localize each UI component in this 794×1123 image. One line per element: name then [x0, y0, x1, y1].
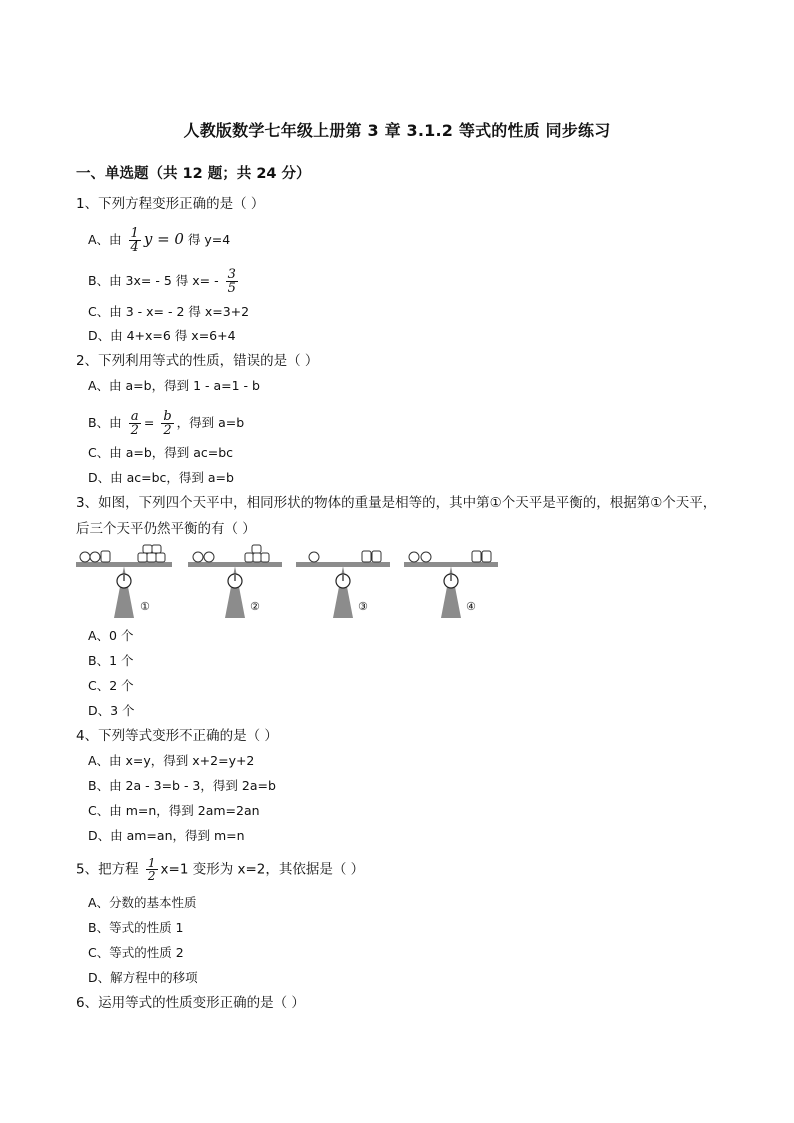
question-3-option-b: B、1 个: [88, 653, 134, 668]
question-3-option-a: A、0 个: [88, 628, 134, 643]
fraction: [129, 227, 141, 254]
question-3-stem: 3、如图，下列四个天平中，相同形状的物体的重量是相等的，其中第①个天平是平衡的，根据第①个天平，后三个天平仍然平衡的有（ ）: [76, 495, 717, 537]
question-4-option-b: B、由 2a - 3=b - 3，得到 2a=b: [88, 778, 276, 793]
fraction-numerator: a: [130, 409, 139, 424]
balance-scale-2: [188, 545, 282, 618]
fraction-denominator: 2: [130, 423, 139, 438]
question-4-option-c: C、由 m=n，得到 2am=2an: [88, 803, 260, 818]
question-3-option-c: C、2 个: [88, 678, 134, 693]
fraction-denominator: 2: [147, 869, 156, 883]
question-5-prefix: 5、把方程: [76, 861, 139, 878]
question-5-suffix: x=1 变形为 x=2，其依据是（ ）: [160, 861, 365, 878]
question-1-option-a: [88, 227, 230, 254]
fraction-denominator: 4: [130, 240, 139, 255]
question-2-option-a: A、由 a=b，得到 1 - a=1 - b: [88, 378, 260, 393]
fraction-numerator: 1: [130, 226, 139, 241]
fraction-numerator: b: [163, 409, 172, 424]
balance-scale-1: [76, 545, 172, 618]
question-5-option-a: A、分数的基本性质: [88, 895, 197, 910]
question-1-option-c: C、由 3 - x= - 2 得 x=3+2: [88, 304, 250, 319]
scale-label: ③: [358, 600, 368, 613]
scale-label: ②: [250, 600, 260, 613]
question-2-option-b: [88, 410, 244, 437]
balance-scales-figure: [74, 544, 504, 620]
balance-scale-3: [296, 551, 390, 618]
question-1-stem: 1、下列方程变形正确的是（ ）: [76, 196, 265, 212]
question-4-option-d: D、由 am=an，得到 m=n: [88, 828, 245, 843]
question-3-option-d: D、3 个: [88, 703, 135, 718]
fraction-numerator: 3: [227, 267, 236, 282]
question-2-option-c: C、由 a=b，得到 ac=bc: [88, 445, 234, 460]
question-5-option-b: B、等式的性质 1: [88, 920, 184, 935]
page-title: 人教版数学七年级上册第 3 章 3.1.2 等式的性质 同步练习: [183, 121, 611, 140]
option-b-prefix: B、由 3x= - 5 得 x= -: [88, 273, 219, 288]
option-b-suffix: ，得到 a=b: [176, 415, 245, 430]
option-a-suffix: 得 y=4: [187, 232, 231, 247]
question-4-stem: 4、下列等式变形不正确的是（ ）: [76, 728, 278, 744]
question-6-stem: 6、运用等式的性质变形正确的是（ ）: [76, 995, 305, 1011]
section-heading: 一、单选题（共 12 题；共 24 分）: [76, 166, 311, 182]
question-2-option-d: D、由 ac=bc，得到 a=b: [88, 470, 234, 485]
question-5-option-c: C、等式的性质 2: [88, 945, 184, 960]
balance-scale-4: [404, 551, 498, 618]
question-5-option-d: D、解方程中的移项: [88, 970, 198, 985]
fraction: [146, 857, 158, 882]
question-5-stem: [76, 857, 364, 882]
question-2-stem: 2、下列利用等式的性质，错误的是（ ）: [76, 353, 319, 369]
fraction-numerator: 1: [147, 856, 156, 870]
option-b-prefix: B、由: [88, 415, 122, 430]
fraction: [226, 268, 238, 295]
scale-label: ④: [466, 600, 476, 613]
fraction-denominator: 5: [227, 281, 236, 296]
fraction: [161, 410, 173, 437]
fraction-denominator: 2: [163, 423, 172, 438]
scale-label: ①: [140, 600, 150, 613]
question-1-option-b: [88, 268, 241, 295]
fraction: [129, 410, 141, 437]
equals-sign: =: [143, 415, 155, 430]
math-expression: y = 0: [143, 230, 184, 248]
option-a-prefix: A、由: [88, 232, 122, 247]
question-4-option-a: A、由 x=y，得到 x+2=y+2: [88, 753, 255, 768]
question-1-option-d: D、由 4+x=6 得 x=6+4: [88, 328, 236, 343]
